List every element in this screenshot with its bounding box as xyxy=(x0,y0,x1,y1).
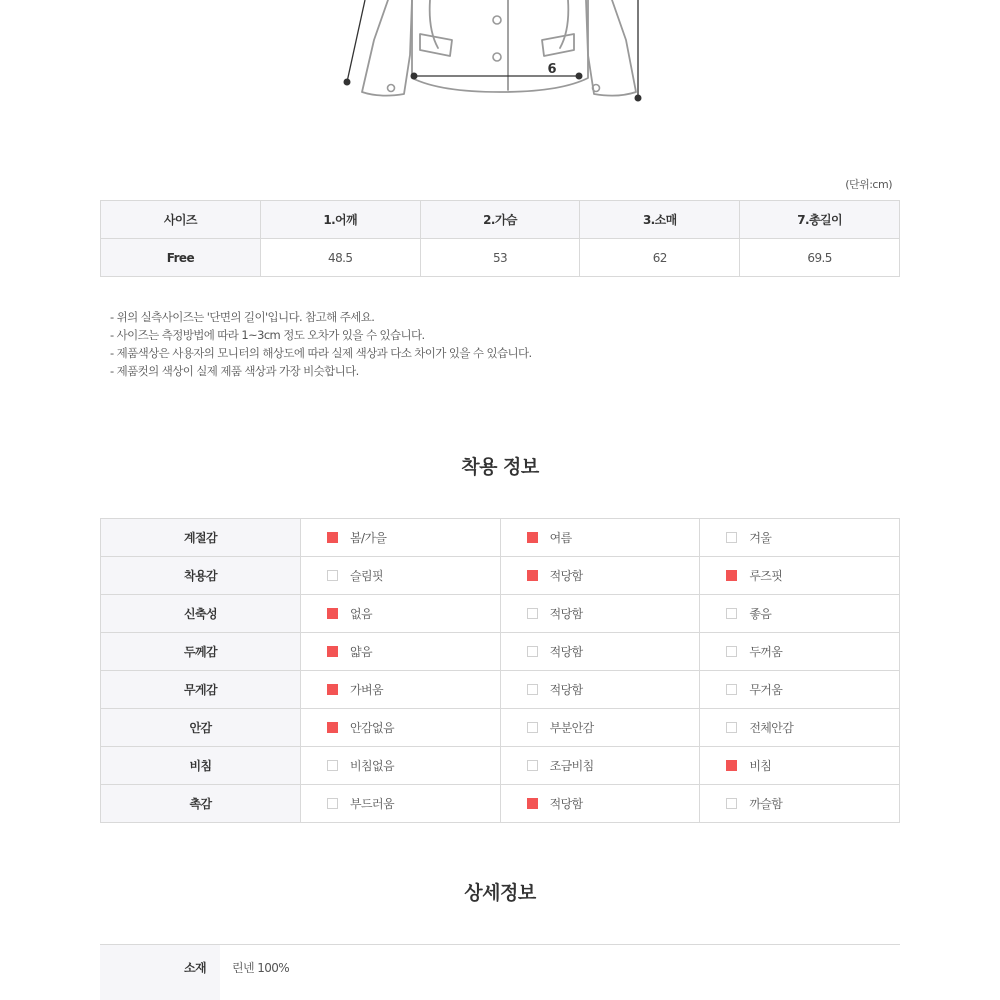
wear-info-option xyxy=(301,671,501,709)
wear-info-option xyxy=(500,557,700,595)
wear-info-option xyxy=(700,519,900,557)
wear-info-option xyxy=(700,785,900,823)
measure-label: 6 xyxy=(547,62,557,77)
wear-info-option xyxy=(700,747,900,785)
wear-info-option-label: 얇음 xyxy=(350,645,372,659)
wear-info-option xyxy=(500,633,700,671)
wear-info-option-label: 좋음 xyxy=(749,607,772,621)
wear-info-option xyxy=(500,595,700,633)
wear-info-row xyxy=(101,709,900,747)
checked-box-icon xyxy=(527,570,538,581)
wear-info-option xyxy=(500,747,700,785)
unchecked-box-icon xyxy=(527,760,538,771)
wear-info-option xyxy=(301,747,501,785)
wear-info-option-label: 까슬함 xyxy=(749,797,783,811)
wear-info-option xyxy=(700,557,900,595)
note-item: - 제품컷의 색상이 실제 제품 색상과 가장 비슷합니다. xyxy=(110,364,359,378)
wear-info-option xyxy=(500,785,700,823)
unit-label: (단위:cm) xyxy=(845,178,892,191)
wear-info-option-label: 봄/가을 xyxy=(350,531,387,545)
size-header-size: 사이즈 xyxy=(101,201,261,239)
checked-box-icon xyxy=(327,608,338,619)
note-item: - 제품색상은 사용자의 모니터의 해상도에 따라 실제 색상과 다소 차이가 있을 수 있습니다. xyxy=(110,346,532,360)
wear-info-option-label: 비침없음 xyxy=(350,759,394,773)
wear-info-label: 두께감 xyxy=(101,633,301,671)
wear-info-option xyxy=(700,671,900,709)
wear-info-option-label: 무거움 xyxy=(749,683,783,697)
jacket-measurement-illustration xyxy=(0,0,1000,110)
checked-box-icon xyxy=(527,532,538,543)
wear-info-option-label: 전체안감 xyxy=(749,721,794,735)
unchecked-box-icon xyxy=(327,570,338,581)
wear-info-option xyxy=(500,709,700,747)
note-item: - 사이즈는 측정방법에 따라 1~3cm 정도 오차가 있을 수 있습니다. xyxy=(110,328,425,342)
size-header-chest: 2.가슴 xyxy=(420,201,580,239)
size-header-shoulder: 1.어깨 xyxy=(260,201,420,239)
unchecked-box-icon xyxy=(527,684,538,695)
wear-info-label: 안감 xyxy=(101,709,301,747)
unchecked-box-icon xyxy=(527,646,538,657)
size-cell-length: 69.5 xyxy=(740,239,900,277)
wear-info-option-label: 비침 xyxy=(749,759,772,773)
unchecked-box-icon xyxy=(726,798,737,809)
wear-info-row xyxy=(101,557,900,595)
wear-info-row xyxy=(101,785,900,823)
wear-info-row xyxy=(101,519,900,557)
wear-info-option xyxy=(301,557,501,595)
wear-info-option-label: 적당함 xyxy=(549,607,583,621)
wear-info-option-label: 부분안감 xyxy=(549,721,594,735)
unchecked-box-icon xyxy=(327,760,338,771)
wear-info-table xyxy=(100,518,900,823)
wear-info-option xyxy=(301,633,501,671)
unchecked-box-icon xyxy=(726,532,737,543)
wear-info-row xyxy=(101,747,900,785)
size-cell-name: Free xyxy=(101,239,261,277)
wear-info-option xyxy=(301,709,501,747)
unchecked-box-icon xyxy=(726,722,737,733)
checked-box-icon xyxy=(327,722,338,733)
wear-info-label: 촉감 xyxy=(101,785,301,823)
wear-info-option-label: 슬림핏 xyxy=(350,569,383,583)
checked-box-icon xyxy=(527,798,538,809)
size-cell-sleeve: 62 xyxy=(580,239,740,277)
wear-info-label: 계절감 xyxy=(101,519,301,557)
size-cell-chest: 53 xyxy=(420,239,580,277)
wear-info-option-label: 겨울 xyxy=(749,531,772,545)
wear-info-option xyxy=(301,519,501,557)
checked-box-icon xyxy=(726,760,737,771)
wear-info-option-label: 여름 xyxy=(549,531,572,545)
wear-info-option xyxy=(500,519,700,557)
wear-info-option xyxy=(500,671,700,709)
wear-info-label: 무게감 xyxy=(101,671,301,709)
wear-info-option-label: 조금비침 xyxy=(549,759,594,773)
wear-info-option-label: 두꺼움 xyxy=(749,645,783,659)
wear-info-option-label: 적당함 xyxy=(549,569,583,583)
wear-info-option xyxy=(700,633,900,671)
wear-info-option-label: 적당함 xyxy=(549,797,583,811)
size-header-length: 7.총길이 xyxy=(740,201,900,239)
wear-info-row xyxy=(101,671,900,709)
detail-value-material: 린넨 100% xyxy=(220,945,900,1000)
wear-info-option xyxy=(700,595,900,633)
size-cell-shoulder: 48.5 xyxy=(260,239,420,277)
wear-info-option-label: 부드러움 xyxy=(350,797,394,811)
wear-info-option-label: 안감없음 xyxy=(350,721,394,735)
unchecked-box-icon xyxy=(726,646,737,657)
size-table-row xyxy=(101,239,900,277)
unchecked-box-icon xyxy=(726,684,737,695)
wear-info-title: 착용 정보 xyxy=(461,456,539,478)
wear-info-label: 착용감 xyxy=(101,557,301,595)
wear-info-option xyxy=(301,785,501,823)
size-notes xyxy=(110,308,532,380)
size-table-header-row xyxy=(101,201,900,239)
wear-info-option-label: 없음 xyxy=(350,607,372,621)
checked-box-icon xyxy=(327,532,338,543)
size-table xyxy=(100,200,900,277)
size-header-sleeve: 3.소매 xyxy=(580,201,740,239)
wear-info-option-label: 적당함 xyxy=(549,683,583,697)
wear-info-option-label: 루즈핏 xyxy=(749,569,783,583)
wear-info-option-label: 적당함 xyxy=(549,645,583,659)
unchecked-box-icon xyxy=(527,722,538,733)
wear-info-option xyxy=(700,709,900,747)
detail-info-table xyxy=(100,944,900,1000)
wear-info-option xyxy=(301,595,501,633)
detail-label-material: 소재 xyxy=(100,945,220,1000)
wear-info-label: 신축성 xyxy=(101,595,301,633)
detail-info-title: 상세정보 xyxy=(464,882,536,904)
wear-info-row xyxy=(101,595,900,633)
wear-info-option-label: 가벼움 xyxy=(350,683,383,697)
unchecked-box-icon xyxy=(327,798,338,809)
wear-info-row xyxy=(101,633,900,671)
checked-box-icon xyxy=(327,684,338,695)
checked-box-icon xyxy=(726,570,737,581)
wear-info-label: 비침 xyxy=(101,747,301,785)
note-item: - 위의 실측사이즈는 '단면의 길이'입니다. 참고해 주세요. xyxy=(110,310,375,324)
checked-box-icon xyxy=(327,646,338,657)
unchecked-box-icon xyxy=(527,608,538,619)
detail-row-material xyxy=(100,945,900,1000)
unchecked-box-icon xyxy=(726,608,737,619)
